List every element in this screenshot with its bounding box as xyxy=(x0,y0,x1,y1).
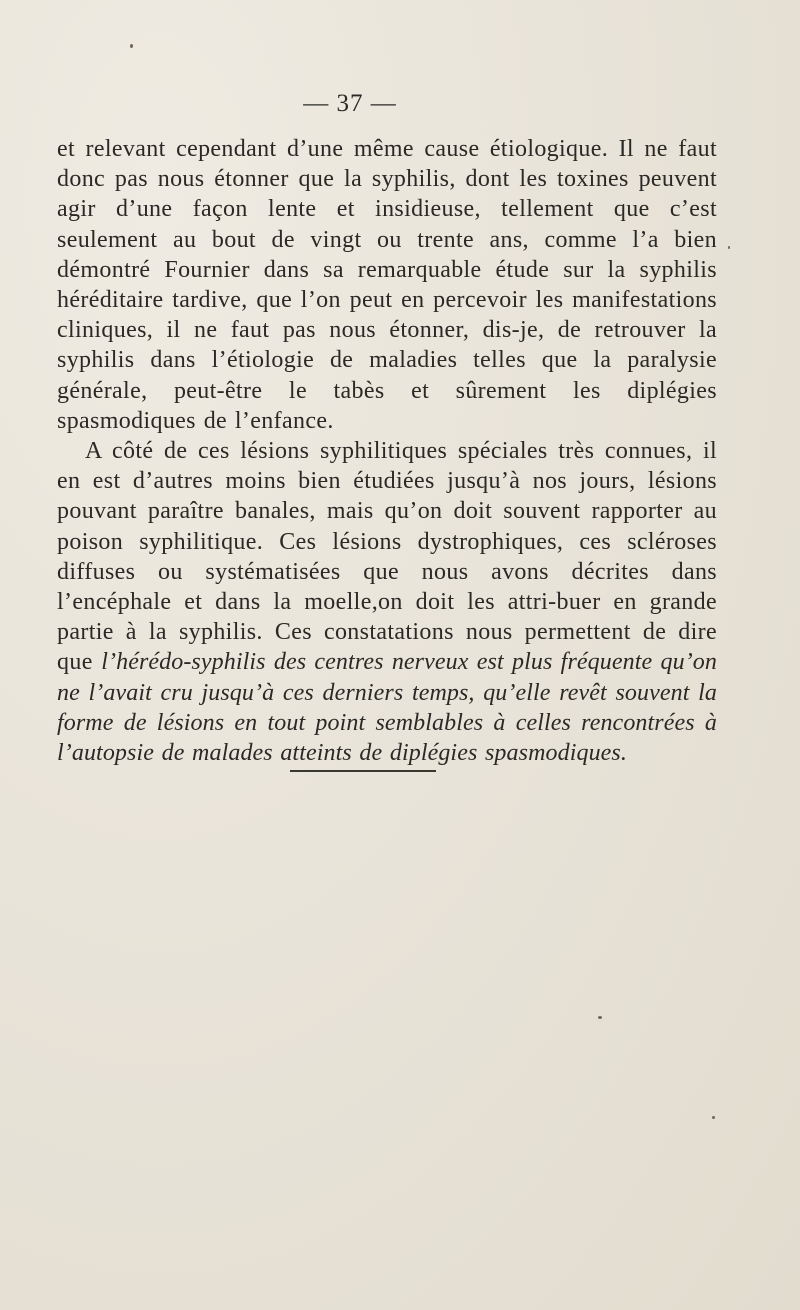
page-number: — 37 — xyxy=(303,90,397,117)
paragraph-1: et relevant cependant d’une même cause étiologique. Il ne faut donc pas nous étonner que la syphilis, dont les toxines peuvent agir d’une façon lente et insidieuse, tellement que c’est seulement au bout de vingt ou trente ans, comme l’a bien démontré Fournier dans sa remarquable étude sur la syphilis héréditaire tardive, que l’on peut en percevoir les manifestations cliniques, il ne faut pas nous étonner, dis-je, de retrouver la syphilis dans l’étiologie de maladies telles que la paralysie générale, peut-être le tabès et sûrement les diplégies spasmodiques de l’enfance. xyxy=(57,136,717,434)
paragraph-2 xyxy=(57,436,717,768)
paragraph-2-roman: A côté de ces lésions syphilitiques spéciales très connues, il en est d’autres moins bien étudiées jusqu’à nos jours, lésions pouvant paraître banales, mais qu’on doit souvent rapporter au poison syphilitique. Ces lésions dystrophiques, ces scléroses diffuses ou systématisées que nous avons décrites dans l’encéphale et dans la moelle,on doit les attri-buer en grande partie à la syphilis. Ces constatations nous permettent de dire que xyxy=(57,438,717,676)
closing-rule xyxy=(290,770,436,772)
paper-speck xyxy=(598,1016,602,1019)
paragraph-2-italic: l’hérédo-syphilis des centres nerveux est plus fréquente qu’on ne l’avait cru jusqu’à ces derniers temps, qu’elle revêt souvent la forme de lésions en tout point semblables à celles rencontrées à l’autopsie de malades atteints de diplégies spasmodiques. xyxy=(57,649,717,767)
paper-speck xyxy=(712,1116,715,1119)
paper-speck xyxy=(130,44,133,48)
body-text xyxy=(57,134,717,768)
paper-speck xyxy=(728,246,730,249)
